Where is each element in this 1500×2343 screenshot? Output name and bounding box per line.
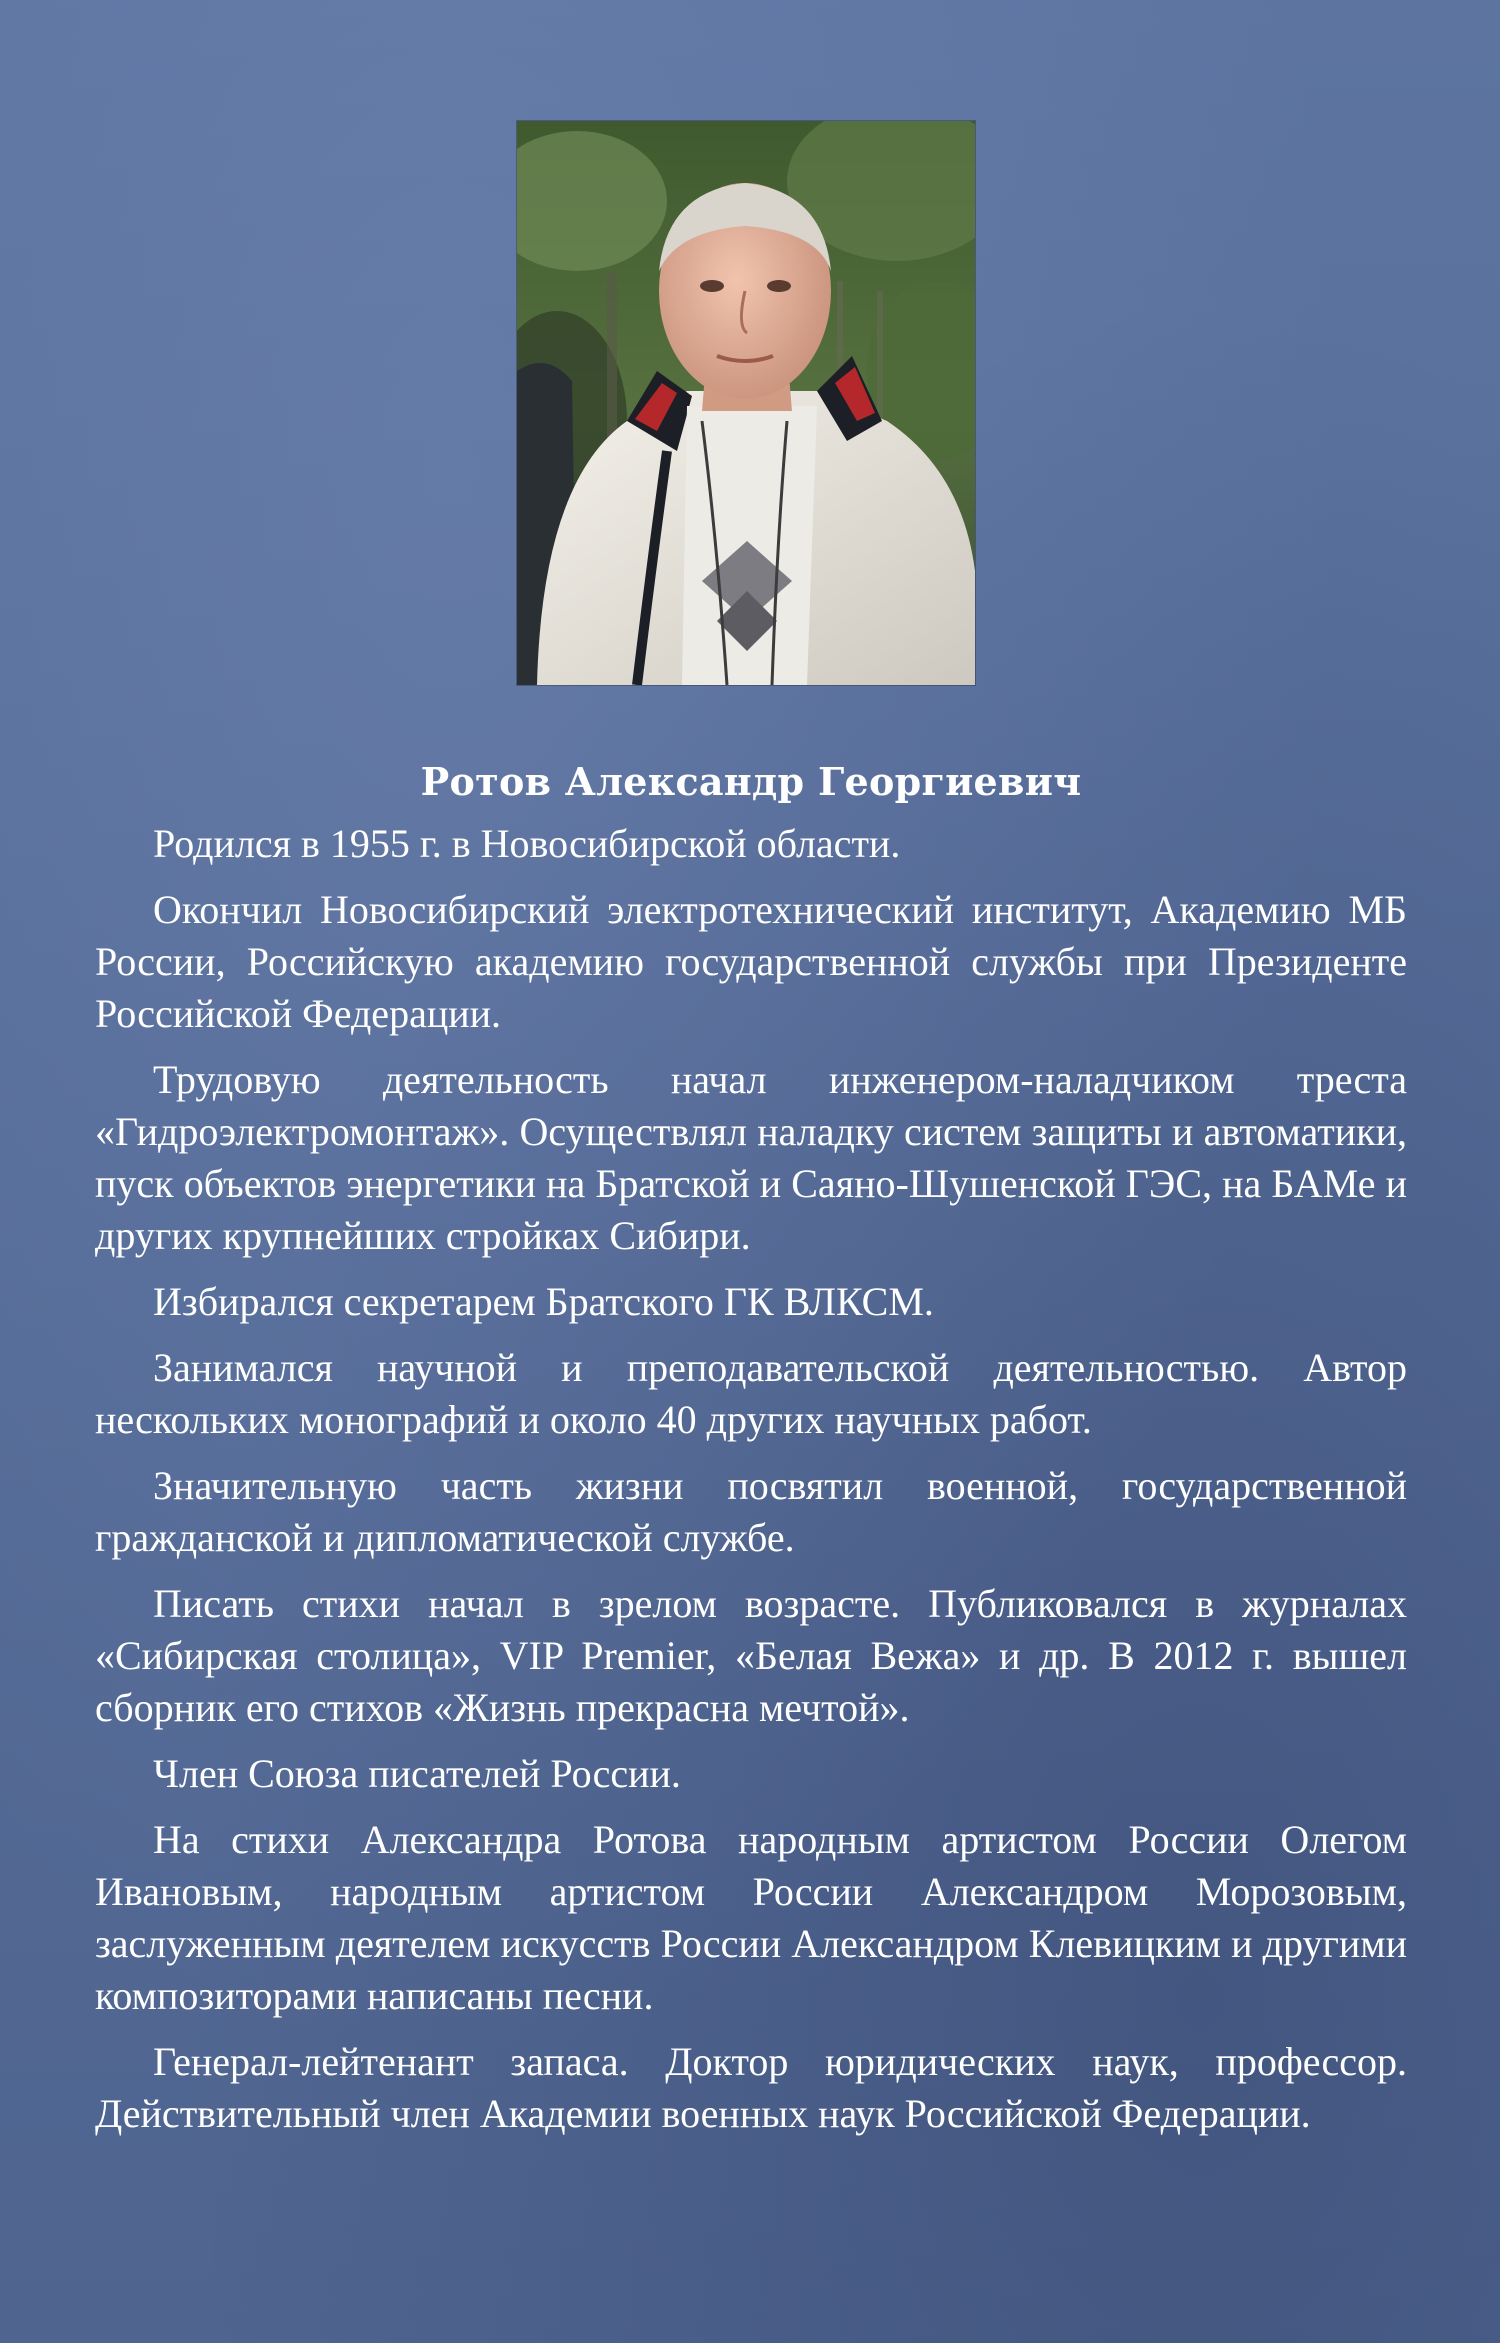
author-name: Ротов Александр Георгиевич	[420, 759, 1082, 804]
author-bio-section	[95, 752, 1407, 2154]
bio-paragraph-union: Член Союза писателей России.	[153, 1751, 681, 1796]
bio-paragraph-science: Занимался научной и преподавательской деятельностью. Автор нескольких монографий и около 40 других научных работ.	[95, 1345, 1407, 1442]
bio-paragraph-birth: Родился в 1955 г. в Новосибирской области.	[153, 821, 901, 866]
bio-paragraph-komsomol: Избирался секретарем Братского ГК ВЛКСМ.	[153, 1279, 934, 1324]
bio-paragraph-career: Трудовую деятельность начал инженером-наладчиком треста «Гидроэлектромонтаж». Осуществлял наладку систем защиты и автоматики, пуск объектов энергетики на Братской и Саяно-Шушенской ГЭС, на БАМе и других крупнейших стройках Сибири.	[95, 1057, 1407, 1258]
bio-paragraph-poetry: Писать стихи начал в зрелом возрасте. Публиковался в журналах «Сибирская столица», VIP Premier, «Белая Вежа» и др. В 2012 г. вышел сборник его стихов «Жизнь прекрасна мечтой».	[95, 1581, 1407, 1730]
bio-paragraph-rank: Генерал-лейтенант запаса. Доктор юридических наук, профессор. Действительный член Академии военных наук Российской Федерации.	[95, 2039, 1407, 2136]
bio-paragraph-songs: На стихи Александра Ротова народным артистом России Олегом Ивановым, народным артистом России Александром Морозовым, заслуженным деятелем искусств России Александром Клевицким и другими композиторами написаны песни.	[95, 1817, 1407, 2018]
bio-paragraph-education: Окончил Новосибирский электротехнический институт, Академию МБ России, Российскую академию государственной службы при Президенте Российской Федерации.	[95, 887, 1407, 1036]
author-portrait-icon	[517, 121, 975, 685]
bio-paragraph-service: Значительную часть жизни посвятил военной, государственной гражданской и дипломатической службе.	[95, 1463, 1407, 1560]
author-photo	[517, 121, 975, 685]
